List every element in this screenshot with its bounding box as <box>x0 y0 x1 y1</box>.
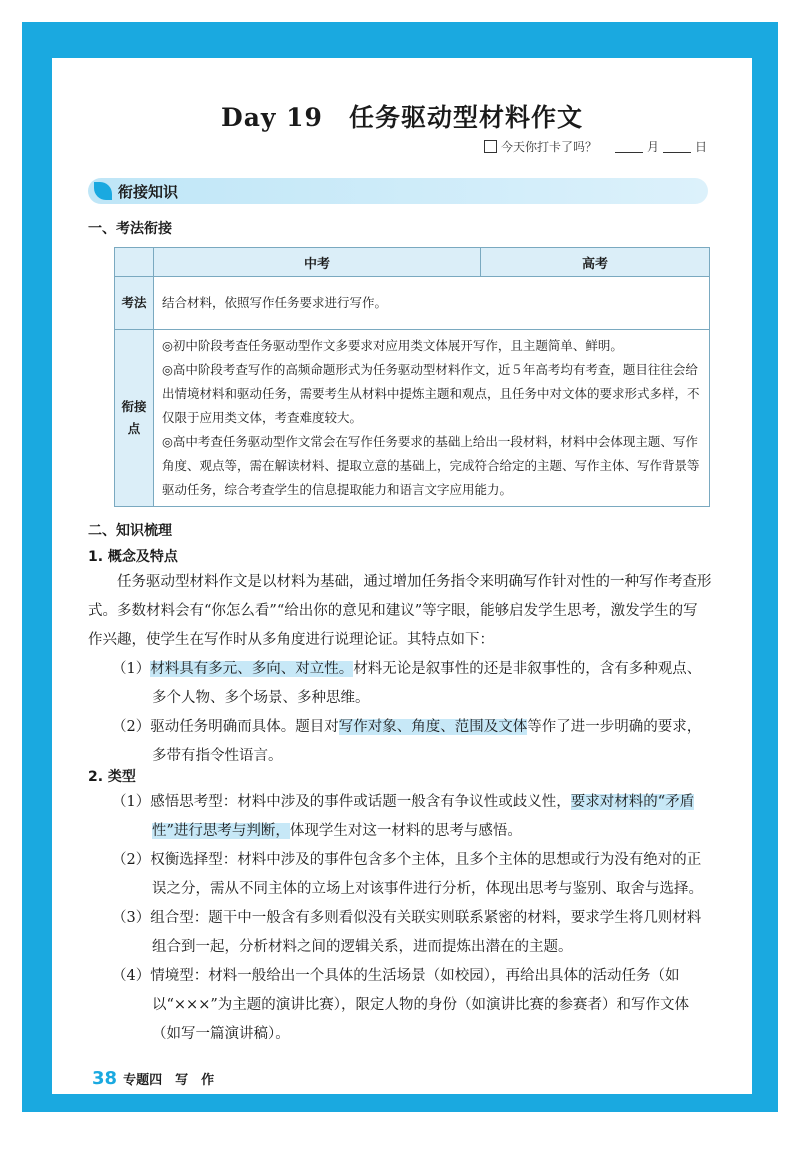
col-zhongkao: 中考 <box>154 248 481 277</box>
row-label-kaofa: 考法 <box>115 277 154 330</box>
feature-1-rest: 材料无论是叙事性的还是非叙事性的，含有多种观点、多个人物、多个场景、多种思维。 <box>152 661 702 706</box>
month-label: 月 <box>646 140 659 154</box>
heading-part1: 一、考法衔接 <box>88 221 172 237</box>
row2-p2: ◎高中阶段考查写作的高频命题形式为任务驱动型材料作文，近５年高考均有考查，题目往往会给出情境材料和驱动任务，需要考生从材料中提炼主题和观点，且任务中对文体的要求形式多样，不仅限于应用类文体，考查难度较大。 <box>162 362 700 425</box>
type-1 <box>88 788 712 846</box>
heading-part2: 二、知识梳理 <box>88 523 172 539</box>
row-content-kaofa <box>154 277 710 330</box>
day-label: 日 <box>694 140 707 154</box>
leaf-icon <box>94 182 112 200</box>
feature-2-prefix: （2）驱动任务明确而具体。题目对 <box>112 719 339 735</box>
page-title: Day 19 任务驱动型材料作文 <box>221 103 583 132</box>
type-3: （3）组合型：题干中一般含有多则看似没有关联实则联系紧密的材料，要求学生将几则材料组合到一起，分析材料之间的逻辑关系，进而提炼出潜在的主题。 <box>112 910 702 955</box>
type-2: （2）权衡选择型：材料中涉及的事件包含多个主体，且多个主体的思想或行为没有绝对的正误之分，需从不同主体的立场上对该事件进行分析，体现出思考与鉴别、取舍与选择。 <box>112 852 703 897</box>
frame-right <box>752 22 778 1112</box>
table-corner <box>115 248 154 277</box>
intro-paragraph: 任务驱动型材料作文是以材料为基础，通过增加任务指令来明确写作针对性的一种写作考查形式。多数材料会有“你怎么看”“给出你的意见和建议”等字眼，能够启发学生思考，激发学生的写作兴趣，使学生在写作时从多角度进行说理论证。其特点如下： <box>88 574 712 648</box>
sub1-body <box>88 568 712 771</box>
checkin-text: 今天你打卡了吗？ <box>500 140 597 154</box>
comparison-table <box>114 247 710 507</box>
section-label: 衔接知识 <box>118 182 179 201</box>
page-footer <box>92 1068 214 1089</box>
feature-1 <box>88 655 712 713</box>
type-1-rest: 体现学生对这一材料的思考与感悟。 <box>289 823 522 839</box>
checkin-checkbox[interactable] <box>484 140 497 153</box>
frame-bottom <box>22 1094 778 1112</box>
type-4: （4）情境型：材料一般给出一个具体的生活场景（如校园），再给出具体的活动任务（如以“×××”为主题的演讲比赛），限定人物的身份（如演讲比赛的参赛者）和写作文体（如写一篇演讲稿）。 <box>112 968 690 1042</box>
row1-text: 结合材料，依照写作任务要求进行写作。 <box>162 295 388 310</box>
frame-left <box>22 22 52 1112</box>
month-blank[interactable] <box>615 140 643 153</box>
page <box>52 58 752 1094</box>
feature-2 <box>88 713 712 771</box>
type-1-prefix: （1）感悟思考型：材料中涉及的事件或话题一般含有争议性或歧义性， <box>112 794 571 810</box>
checkin-row <box>484 138 707 155</box>
col-gaokao: 高考 <box>481 248 710 277</box>
heading-sub2: 2. 类型 <box>88 769 136 785</box>
row-label-xianjiedian: 衔接点 <box>115 330 154 507</box>
feature-2-rest: 等作了进一步明确的要求，多带有指令性语言。 <box>152 719 702 764</box>
feature-2-highlight: 写作对象、角度、范围及文体 <box>338 719 528 735</box>
type-1-highlight: 要求对材料的“矛盾性”进行思考与判断， <box>152 794 695 839</box>
row2-p1: ◎初中阶段考查任务驱动型作文多要求对应用类文体展开写作，且主题简单、鲜明。 <box>162 338 623 353</box>
frame-top <box>22 22 778 58</box>
section-bar <box>88 178 708 204</box>
day-blank[interactable] <box>663 140 691 153</box>
row-content-xianjiedian <box>154 330 710 507</box>
page-number: 38 <box>92 1068 118 1089</box>
heading-sub1: 1. 概念及特点 <box>88 549 178 565</box>
sub2-body <box>88 788 712 1049</box>
feature-1-prefix: （1） <box>112 661 151 677</box>
row2-p3: ◎高中考查任务驱动型作文常会在写作任务要求的基础上给出一段材料，材料中会体现主题、写作角度、观点等，需在解读材料、提取立意的基础上，完成符合给定的主题、写作主体、写作背景等驱动任务，综合考查学生的信息提取能力和语言文字应用能力。 <box>162 434 700 497</box>
feature-1-highlight: 材料具有多元、多向、对立性。 <box>150 661 354 677</box>
footer-topic: 专题四 写 作 <box>123 1073 215 1088</box>
